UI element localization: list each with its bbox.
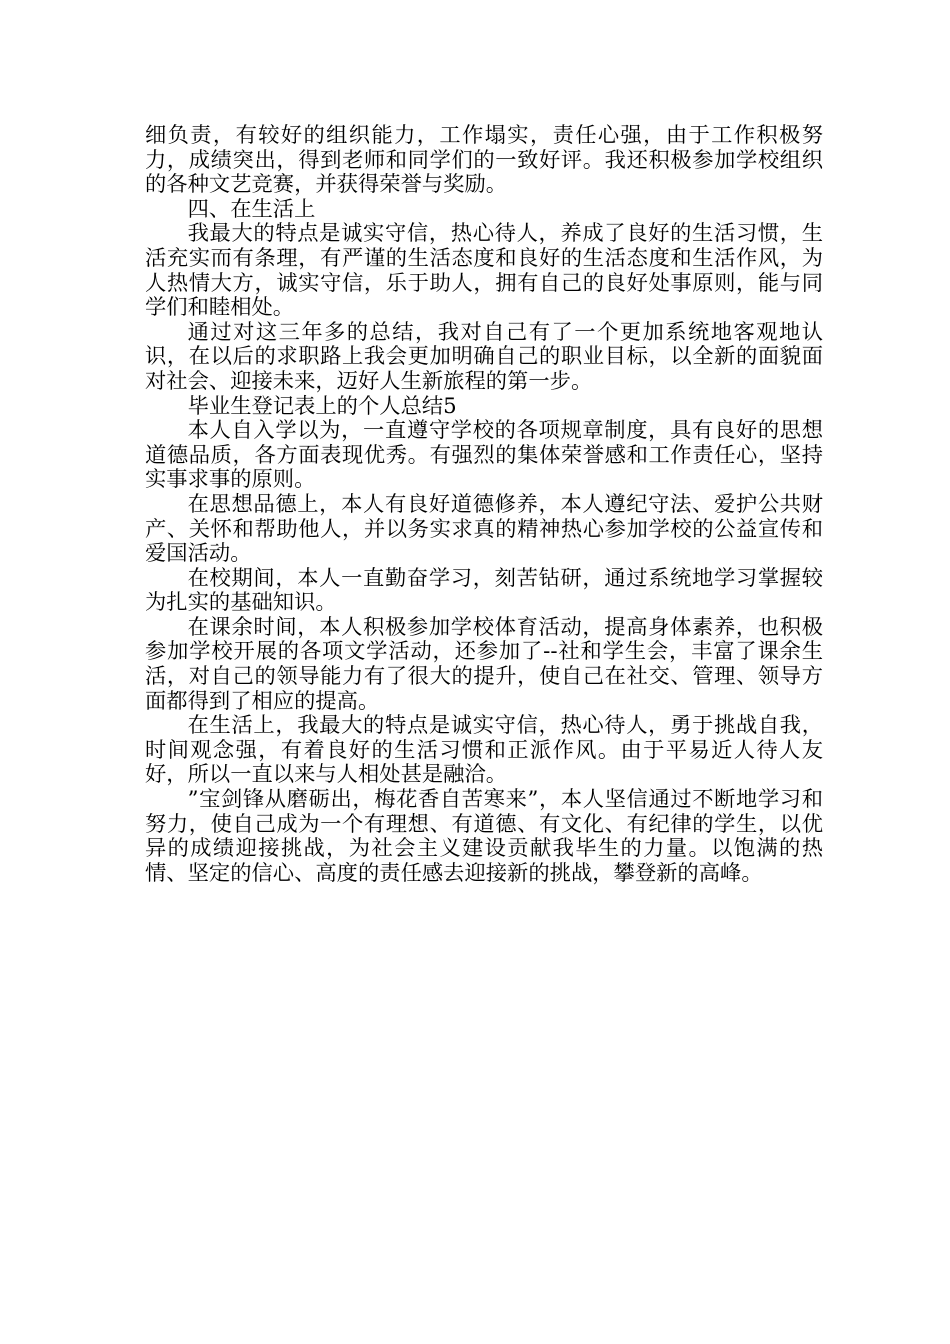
- paragraph-4: 通过对这三年多的总结，我对自己有了一个更加系统地客观地认识，在以后的求职路上我会更加明确自己的职业目标，以全新的面貌面对社会、迎接未来，迈好人生新旅程的第一步。: [145, 319, 823, 394]
- paragraph-3: 我最大的特点是诚实守信，热心待人，养成了良好的生活习惯，生活充实而有条理，有严谨的生活态度和良好的生活态度和生活作风，为人热情大方，诚实守信，乐于助人，拥有自己的良好处事原则，能与同学们和睦相处。: [145, 221, 823, 321]
- paragraph-1: 细负责，有较好的组织能力，工作塌实，责任心强，由于工作积极努力，成绩突出，得到老师和同学们的一致好评。我还积极参加学校组织的各种文艺竞赛，并获得荣誉与奖励。: [145, 123, 823, 198]
- paragraph-10: 在生活上，我最大的特点是诚实守信，热心待人，勇于挑战自我，时间观念强，有着良好的生活习惯和正派作风。由于平易近人待人友好，所以一直以来与人相处甚是融洽。: [145, 713, 823, 788]
- paragraph-8: 在校期间，本人一直勤奋学习，刻苦钻研，通过系统地学习掌握较为扎实的基础知识。: [145, 565, 823, 616]
- paragraph-7: 在思想品德上，本人有良好道德修养，本人遵纪守法、爱护公共财产、关怀和帮助他人，并以务实求真的精神热心参加学校的公益宣传和爱国活动。: [145, 491, 823, 567]
- paragraph-6: 本人自入学以为，一直遵守学校的各项规章制度，具有良好的思想道德品质，各方面表现优秀。有强烈的集体荣誉感和工作责任心，坚持实事求事的原则。: [145, 418, 823, 493]
- section-heading-life: 四、在生活上: [187, 196, 316, 222]
- paragraph-11: ”宝剑锋从磨砺出，梅花香自苦寒来”，本人坚信通过不断地学习和努力，使自己成为一个有理想、有道德、有文化、有纪律的学生，以优异的成绩迎接挑战，为社会主义建设贡献我毕生的力量。以饱满的热情、坚定的信心、高度的责任感去迎接新的挑战，攀登新的高峰。: [145, 787, 823, 886]
- document-body: [145, 124, 823, 886]
- section-heading-summary-5: 毕业生登记表上的个人总结5: [187, 393, 457, 419]
- paragraph-9: 在课余时间，本人积极参加学校体育活动，提高身体素养，也积极参加学校开展的各项文学活动，还参加了--社和学生会，丰富了课余生活，对自己的领导能力有了很大的提升，使自己在社交、管理、领导方面都得到了相应的提高。: [145, 614, 823, 714]
